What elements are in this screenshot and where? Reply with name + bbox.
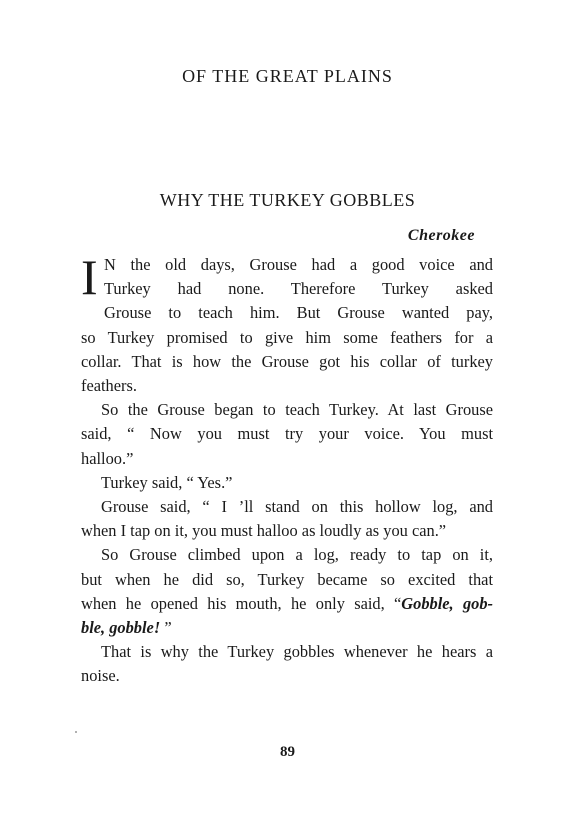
italic-text: Gobble, gob- (401, 593, 493, 613)
paragraph-1 (81, 249, 493, 398)
text-line: Grouse to teach him. But Grouse wanted pay, (104, 303, 493, 323)
text-line: So Grouse climbed upon a log, ready to tap on it, (101, 545, 493, 565)
text-line: so Turkey promised to give him some feathers for a (81, 327, 493, 347)
text-line: but when he did so, Turkey became so excited that (81, 569, 493, 589)
text-line: That is why the Turkey gobbles whenever he hears a (101, 642, 493, 662)
text-line: halloo.” (81, 448, 134, 468)
running-head: OF THE GREAT PLAINS (182, 66, 393, 86)
text-line: collar. That is how the Grouse got his collar of turkey (81, 351, 493, 371)
text-line (81, 592, 493, 616)
text-line (81, 616, 493, 640)
text-line: said, “ Now you must try your voice. You must (81, 424, 493, 444)
drop-cap: I (81, 249, 98, 305)
paragraph-2 (81, 398, 493, 471)
text-line: Turkey had none. Therefore Turkey asked (104, 279, 493, 299)
print-speck (75, 731, 77, 733)
italic-text: ble, gobble! (81, 618, 161, 638)
story-body (81, 249, 493, 689)
text-line: N the old days, Grouse had a good voice and (104, 255, 493, 274)
text-fragment: ” (160, 618, 172, 638)
tribe-attribution: Cherokee (407, 227, 475, 244)
text-line: noise. (81, 666, 120, 686)
paragraph-4 (81, 495, 493, 543)
text-line: Turkey said, “ Yes.” (101, 472, 233, 492)
paragraph-6 (81, 640, 493, 688)
text-line: Grouse said, “ I ’ll stand on this hollow log, and (101, 497, 493, 517)
paragraph-5 (81, 543, 493, 640)
text-line: feathers. (81, 376, 137, 396)
story-title: WHY THE TURKEY GOBBLES (159, 190, 416, 210)
page-number: 89 (280, 744, 295, 760)
text-line: So the Grouse began to teach Turkey. At last Grouse (101, 400, 493, 420)
paragraph-3 (81, 471, 493, 495)
text-line: when I tap on it, you must halloo as loudly as you can.” (81, 521, 447, 541)
text-fragment: when he opened his mouth, he only said, “ (81, 593, 402, 613)
